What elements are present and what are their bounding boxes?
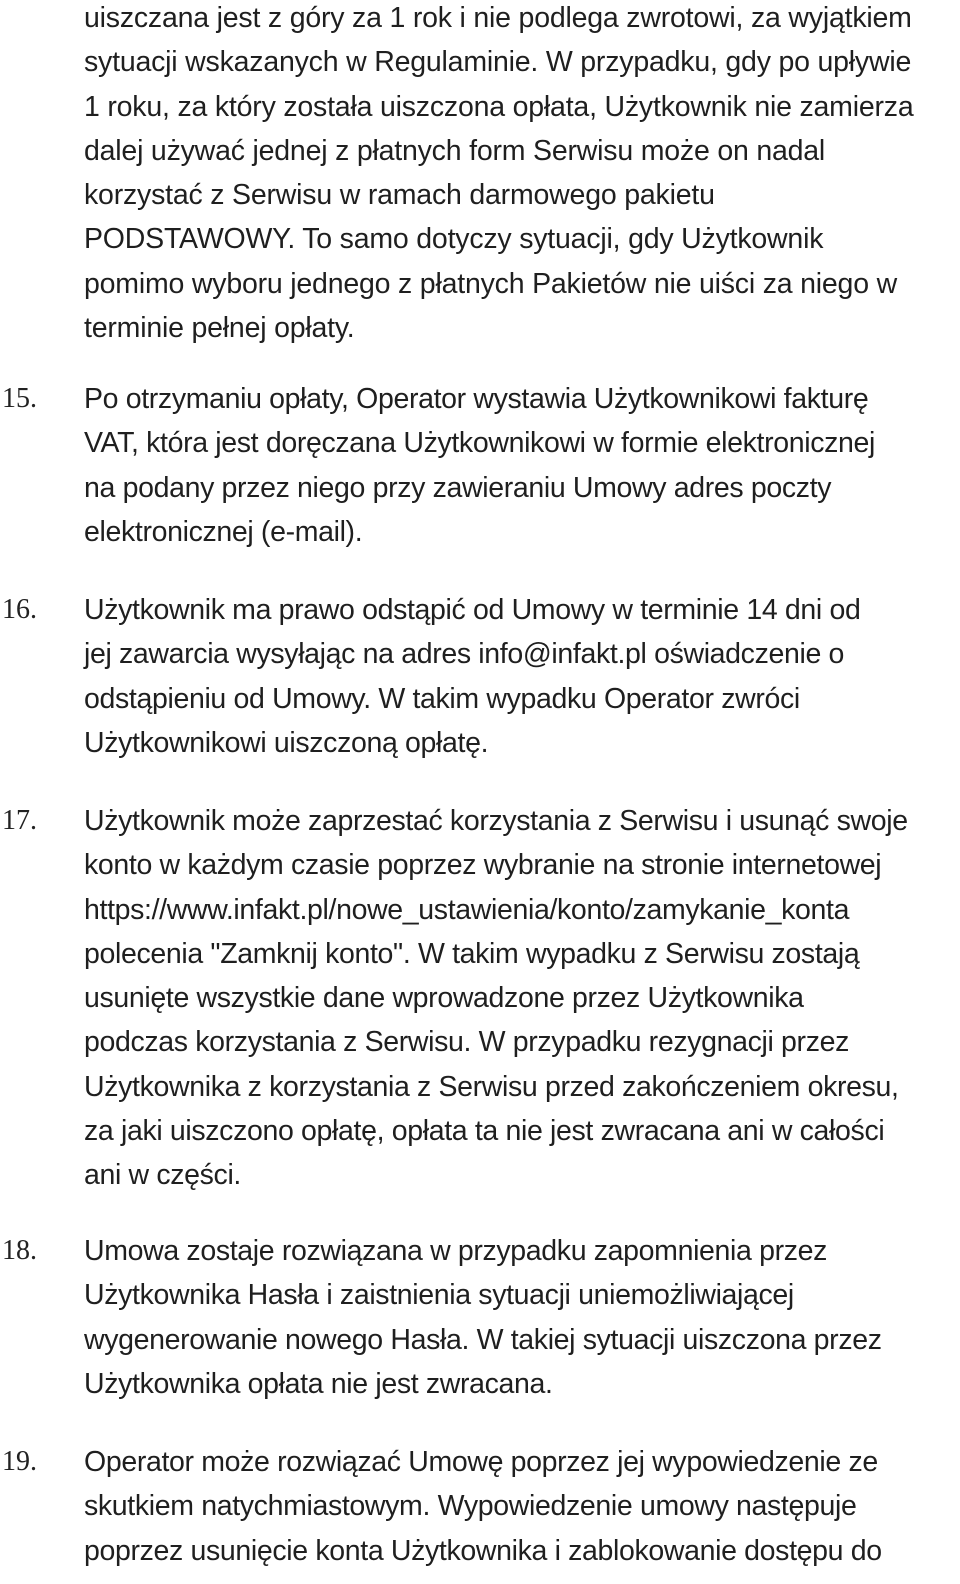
list-item-number: 19. — [2, 1446, 37, 1477]
text-line: poprzez usunięcie konta Użytkownika i zablokowanie dostępu do — [84, 1534, 882, 1567]
text-line: Użytkownik może zaprzestać korzystania z Serwisu i usunąć swoje — [84, 805, 908, 837]
text-line: Umowa zostaje rozwiązana w przypadku zapomnienia przez — [84, 1235, 828, 1267]
text-line: elektronicznej (e-mail). — [84, 515, 363, 548]
text-line: ani w części. — [84, 1159, 242, 1192]
text-line: na podany przez niego przy zawieraniu Umowy adres poczty — [84, 471, 832, 504]
text-line: sytuacji wskazanych w Regulaminie. W przypadku, gdy po upływie — [84, 46, 912, 79]
text-line: pomimo wyboru jednego z płatnych Pakietów nie uiści za niego w — [84, 267, 897, 300]
list-item-number: 18. — [2, 1235, 37, 1266]
text-line: Operator może rozwiązać Umowę poprzez jej wypowiedzenie ze — [84, 1446, 878, 1478]
text-line: konto w każdym czasie poprzez wybranie na stronie internetowej — [84, 849, 882, 882]
text-line: Użytkownika z korzystania z Serwisu przed zakończeniem okresu, — [84, 1070, 899, 1103]
text-line: Po otrzymaniu opłaty, Operator wystawia Użytkownikowi fakturę — [84, 383, 869, 415]
text-line: usunięte wszystkie dane wprowadzone przez Użytkownika — [84, 982, 804, 1015]
list-item-number: 15. — [2, 383, 37, 414]
list-item-number: 16. — [2, 594, 37, 625]
text-line: https://www.infakt.pl/nowe_ustawienia/konto/zamykanie_konta — [84, 893, 850, 926]
text-line: uiszczana jest z góry za 1 rok i nie podlega zwrotowi, za wyjątkiem — [84, 2, 912, 34]
text-line: odstąpieniu od Umowy. W takim wypadku Operator zwróci — [84, 682, 800, 715]
list-item-text — [84, 377, 956, 554]
text-line: za jaki uiszczono opłatę, opłata ta nie jest zwracana ani w całości — [84, 1115, 885, 1148]
text-line: dalej używać jednej z płatnych form Serwisu może on nadal — [84, 134, 826, 167]
text-line: polecenia "Zamknij konto". W takim wypadku z Serwisu zostają — [84, 937, 860, 970]
list-item-text — [84, 799, 956, 1198]
text-line: 1 roku, za który została uiszczona opłata, Użytkownik nie zamierza — [84, 90, 914, 123]
list-item-number: 17. — [2, 805, 37, 836]
text-line: terminie pełnej opłaty. — [84, 312, 355, 345]
text-line: jej zawarcia wysyłając na adres info@infakt.pl oświadczenie o — [84, 638, 845, 671]
text-line: podczas korzystania z Serwisu. W przypadku rezygnacji przez — [84, 1026, 849, 1059]
text-line: PODSTAWOWY. To samo dotyczy sytuacji, gdy Użytkownik — [84, 223, 824, 256]
text-line: korzystać z Serwisu w ramach darmowego pakietu — [84, 179, 715, 212]
list-item-text — [84, 1440, 956, 1573]
text-line: skutkiem natychmiastowym. Wypowiedzenie umowy następuje — [84, 1490, 857, 1523]
text-line: wygenerowanie nowego Hasła. W takiej sytuacji uiszczona przez — [84, 1323, 882, 1356]
list-item-text — [84, 588, 956, 765]
intro-paragraph — [84, 0, 956, 350]
text-line: VAT, która jest doręczana Użytkownikowi w formie elektronicznej — [84, 427, 876, 460]
text-line: Użytkownika opłata nie jest zwracana. — [84, 1367, 553, 1400]
text-line: Użytkownik ma prawo odstąpić od Umowy w terminie 14 dni od — [84, 594, 861, 626]
text-line: Użytkownika Hasła i zaistnienia sytuacji uniemożliwiającej — [84, 1279, 794, 1312]
text-line: Użytkownikowi uiszczoną opłatę. — [84, 726, 489, 759]
list-item-text — [84, 1229, 956, 1406]
